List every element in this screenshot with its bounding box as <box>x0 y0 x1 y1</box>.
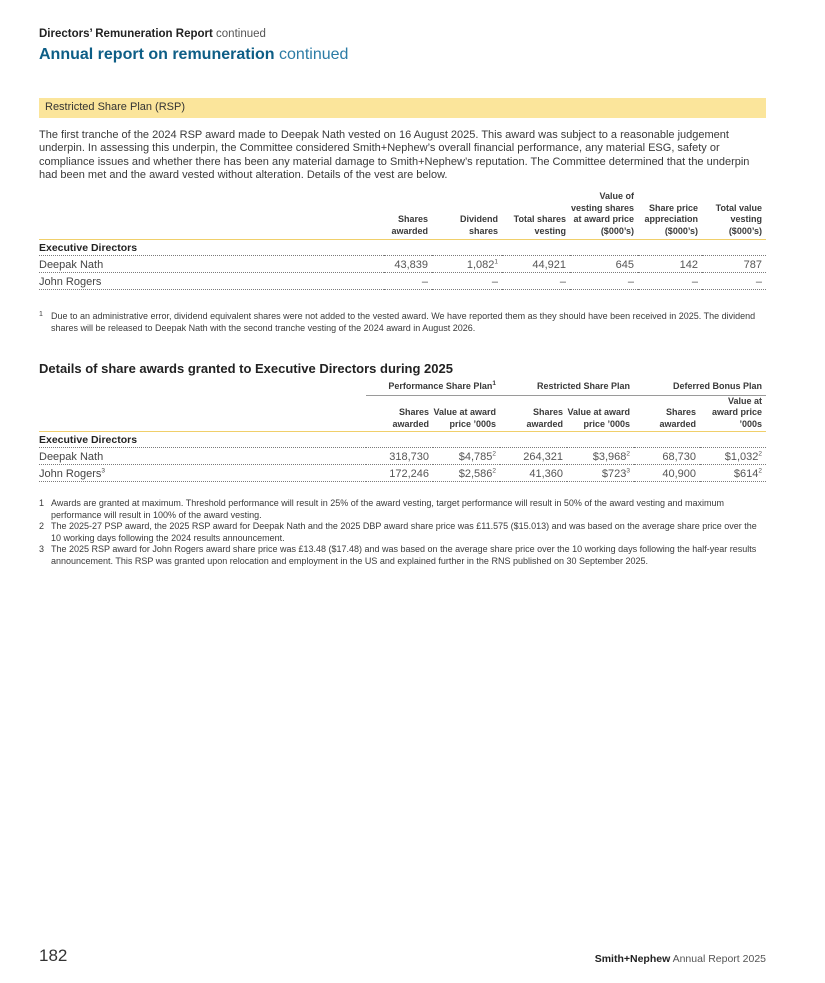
footnote-ref: 2 <box>758 467 762 475</box>
group-header-psp: Performance Share Plan$^1$ <box>366 381 500 395</box>
director-name: John Rogers <box>39 276 102 288</box>
rsp-section-label: Restricted Share Plan (RSP) <box>45 101 185 113</box>
section-label: Executive Directors <box>39 242 138 254</box>
footnote-ref: 2 <box>492 450 496 458</box>
footnote-text: Awards are granted at maximum. Threshold performance will result in 25% of the award vesting, target performance will result in 50% of the award vesting and maximum performance will result in 100% of the award vesting. <box>51 498 724 520</box>
cell: $\$723^3$ <box>601 467 630 480</box>
table-section-row <box>39 240 766 256</box>
rsp-footnote <box>39 311 766 334</box>
table-row <box>39 465 766 482</box>
col-header: Value of vesting shares at award price ($000’s) <box>570 191 634 236</box>
page-title <box>39 46 348 64</box>
cell: – <box>421 276 428 288</box>
col-header: Shares awarded <box>526 407 563 429</box>
cell: $4,785$^2$ <box>458 450 496 463</box>
cell: 44,921 <box>532 259 566 271</box>
footnote-text: Due to an administrative error, dividend equivalent shares were not added to the vested award. We have reported them as they should have been received in 2025. The dividend shares will be released to Deepak Nath with the second tranche vesting of the 2024 award in August 2026. <box>51 311 756 333</box>
footnote-marker: 1 <box>39 311 43 318</box>
col-header: Shares awarded <box>391 214 428 236</box>
cell: 68,730 <box>662 451 696 463</box>
footnote-item <box>39 521 766 544</box>
rsp-table-header-row <box>39 191 766 240</box>
grants-footnotes <box>39 498 766 568</box>
table-row <box>39 256 766 273</box>
col-header: Value at award price ’000s <box>711 395 762 429</box>
footnote-item <box>39 544 766 567</box>
col-header: Shares awarded <box>392 407 429 429</box>
cell: $3,968$^2$ <box>592 450 630 463</box>
cell: 318,730 <box>389 451 429 463</box>
cell: 43,839 <box>394 259 428 271</box>
rsp-section-band <box>39 98 766 118</box>
cell: – <box>559 276 566 288</box>
director-name: Deepak Nath <box>39 451 104 463</box>
footnote-number: 1 <box>39 498 45 508</box>
footnote-ref: 2 <box>492 467 496 475</box>
col-header: Total shares vesting <box>513 214 566 236</box>
kicker-title: Directors’ Remuneration Report <box>39 28 213 40</box>
footnote-ref: 1 <box>492 380 496 387</box>
col-header: Shares awarded <box>659 407 696 429</box>
footnote-number: 2 <box>39 521 45 532</box>
director-name: Deepak Nath <box>39 259 104 271</box>
col-header: Value at award price ’000s <box>433 407 496 429</box>
footnote-ref: 2 <box>626 450 630 458</box>
cell: 1,082$^1$ <box>466 258 498 271</box>
footnote-ref: 1 <box>494 258 498 266</box>
footnote-text: The 2025-27 PSP award, the 2025 RSP award for Deepak Nath and the 2025 DBP award share price was £11.575 ($15.013) and was based on the average share price over the 10 working days following the 2024 results announcement. <box>51 521 757 543</box>
footnote-ref: 2 <box>758 450 762 458</box>
col-header: Value at award price ’000s <box>567 407 630 429</box>
kicker-continued: continued <box>216 28 266 40</box>
report-footer <box>595 953 766 965</box>
footnote-item <box>39 498 766 521</box>
cell: 787 <box>743 259 762 271</box>
cell: 142 <box>679 259 698 271</box>
footnote-ref: 3 <box>626 467 630 475</box>
col-header: Share price appreciation ($000’s) <box>644 202 698 236</box>
cell: 264,321 <box>523 451 563 463</box>
cell: 41,360 <box>529 468 563 480</box>
table-row <box>39 448 766 465</box>
col-header: Total value vesting ($000’s) <box>715 202 762 236</box>
brand-name: Smith+Nephew <box>594 953 671 965</box>
cell: – <box>755 276 762 288</box>
cell: $\$614^2$ <box>733 467 762 480</box>
report-name: Annual Report 2025 <box>672 953 766 965</box>
page-title-main: Annual report on remuneration <box>39 46 275 63</box>
table-section-row <box>39 432 766 448</box>
footnote-text: The 2025 RSP award for John Rogers award share price was £13.48 ($17.48) and was based on the average share price over the 10 working days following the half-year results announcement. This RSP was granted upon relocation and employment in the US and explained further in the RNS published on 30 September 2025. <box>51 544 757 566</box>
cell: 40,900 <box>662 468 696 480</box>
cell: – <box>491 276 498 288</box>
group-header-dbp: Deferred Bonus Plan <box>634 381 766 395</box>
grants-table <box>39 381 766 482</box>
cell: 645 <box>615 259 634 271</box>
page-number: 182 <box>39 946 68 965</box>
cell: – <box>691 276 698 288</box>
group-header-row <box>39 381 766 395</box>
cell: 172,246 <box>389 468 429 480</box>
director-name: John Rogers$^3$ <box>39 467 105 480</box>
footnote-number: 3 <box>39 544 45 555</box>
group-header-rsp: Restricted Share Plan <box>500 381 634 395</box>
footnote-ref: 3 <box>101 467 105 475</box>
table-row <box>39 273 766 290</box>
rsp-vesting-table <box>39 191 766 290</box>
rsp-intro-paragraph: The first tranche of the 2024 RSP award made to Deepak Nath vested on 16 August 2025. This award was subject to a reasonable judgement underpin. In assessing this underpin, the Committee considered Smith+Nephew’s overall financial performance, any material ESG, safety or compliance issues and whether there has been any material damage to Smith+Nephew’s reputation. The Committee determined that the underpin had been met and the award vested without alteration. Details of the vest are below. <box>39 129 750 182</box>
cell: – <box>627 276 634 288</box>
section-kicker <box>39 28 266 40</box>
col-header: Dividend shares <box>459 214 498 236</box>
page-title-continued: continued <box>279 46 349 63</box>
cell: $1,032$^2$ <box>724 450 762 463</box>
sub-header-row <box>39 395 766 432</box>
grants-title: Details of share awards granted to Executive Directors during 2025 <box>39 361 453 376</box>
section-label: Executive Directors <box>39 434 138 446</box>
cell: $2,586$^2$ <box>458 467 496 480</box>
